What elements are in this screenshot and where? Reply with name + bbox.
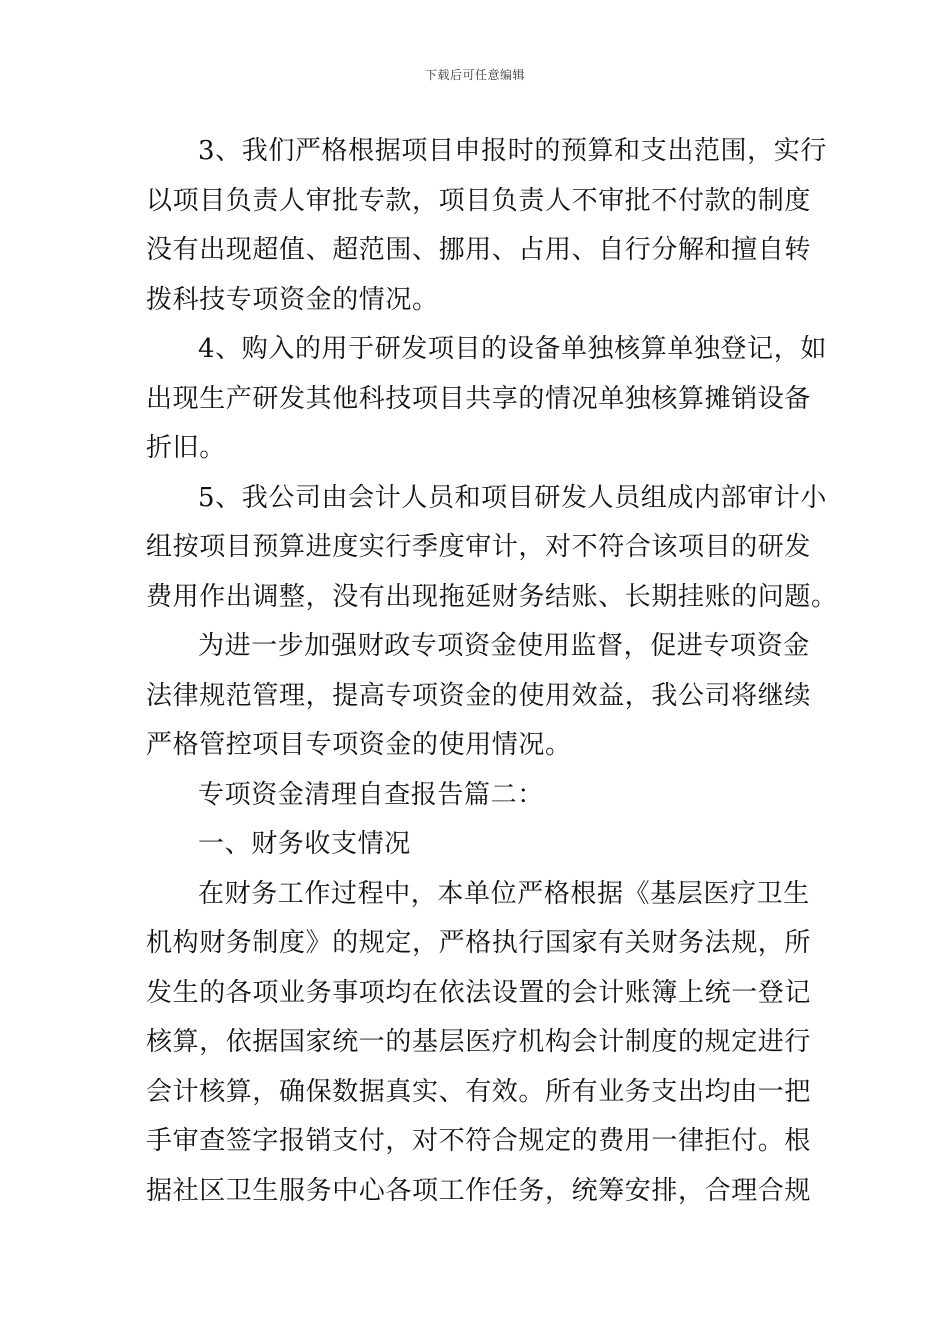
- text-line: 在财务工作过程中，本单位严格根据《基层医疗卫生: [198, 878, 810, 909]
- text-line: 拨科技专项资金的情况。: [146, 284, 439, 315]
- section-heading: 专项资金清理自查报告篇二：: [198, 779, 544, 810]
- subsection-heading: 一、财务收支情况: [198, 829, 411, 859]
- text-line: 发生的各项业务事项均在依法设置的会计账簿上统一登记: [146, 977, 812, 1008]
- text-line: 折旧。: [146, 433, 226, 463]
- text-line: 机构财务制度》的规定，严格执行国家有关财务法规，所: [146, 928, 812, 958]
- text-line: 严格管控项目专项资金的使用情况。: [146, 730, 572, 760]
- text-line: 为进一步加强财政专项资金使用监督，促进专项资金: [198, 631, 810, 661]
- text-line: 据社区卫生服务中心各项工作任务，统筹安排，合理合规: [146, 1175, 812, 1206]
- text-line: 以项目负责人审批专款，项目负责人不审批不付款的制度: [146, 185, 812, 216]
- text-line: 出现生产研发其他科技项目共享的情况单独核算摊销设备: [146, 383, 812, 414]
- text-line: 组按项目预算进度实行季度审计，对不符合该项目的研发: [146, 532, 812, 562]
- text-line: 手审查签字报销支付，对不符合规定的费用一律拒付。根: [146, 1126, 812, 1156]
- text-line: 3、我们严格根据项目申报时的预算和支出范围，实行: [198, 136, 827, 166]
- text-line: 没有出现超值、超范围、挪用、占用、自行分解和擅自转: [146, 235, 812, 265]
- document-body: [146, 127, 838, 1216]
- text-line: 4、购入的用于研发项目的设备单独核算单独登记，如: [198, 334, 827, 364]
- text-line: 5、我公司由会计人员和项目研发人员组成内部审计小: [198, 482, 827, 513]
- page-header-note: 下载后可任意编辑: [424, 68, 525, 82]
- text-line: 核算，依据国家统一的基层医疗机构会计制度的规定进行: [146, 1027, 812, 1057]
- text-line: 费用作出调整，没有出现拖延财务结账、长期挂账的问题。: [146, 581, 838, 612]
- text-line: 会计核算，确保数据真实、有效。所有业务支出均由一把: [146, 1076, 812, 1107]
- text-line: 法律规范管理，提高专项资金的使用效益，我公司将继续: [146, 680, 812, 711]
